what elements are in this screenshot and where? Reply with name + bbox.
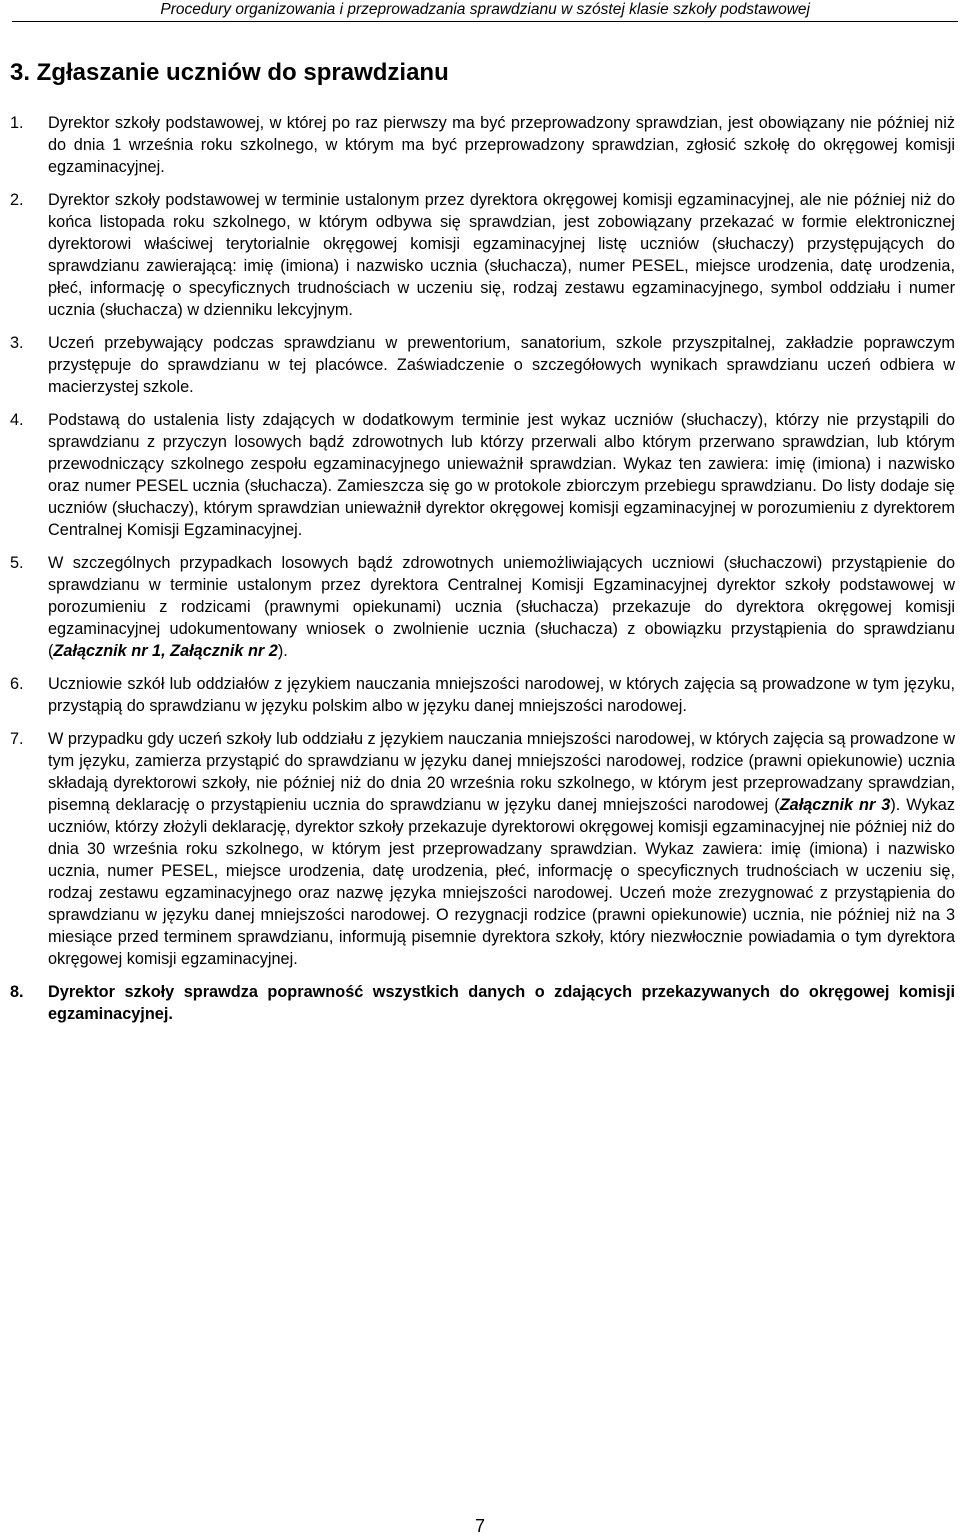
item-number: 4. (10, 411, 24, 429)
item-text: Podstawą do ustalenia listy zdających w dodatkowym terminie jest wykaz uczniów (słuchaczy), którzy nie przystąpili do sprawdzianu z przyczyn losowych bądź zdrowotnych lub którzy przerwali albo którym przerwano sprawdzian, lub którym przewodniczący szkolnego zespołu egzaminacyjnego unieważnił sprawdzian. Wykaz ten zawiera: imię (imiona) i nazwisko oraz numer PESEL ucznia (słuchacza). Zamieszcza się go w protokole zbiorczym przebiegu sprawdzianu. Do listy dodaje się uczniów (słuchaczy), którym sprawdzian unieważnił dyrektor okręgowej komisji egzaminacyjnej w porozumieniu z dyrektorem Centralnej Komisji Egzaminacyjnej. (48, 411, 955, 539)
header-rule (12, 21, 958, 22)
item-text-before: W szczególnych przypadkach losowych bądź zdrowotnych uniemożliwiających uczniowi (słuchaczowi) przystąpienie do sprawdzianu w terminie ustalonym przez dyrektora Centralnej Komisji Egzaminacyjnej dyrektor szkoły podstawowej w porozumieniu z rodzicami (prawnymi opiekunami) ucznia (słuchacza) przekazuje do dyrektora okręgowej komisji egzaminacyjnej udokumentowany wniosek o zwolnienie ucznia (słuchacza) z obowiązku przystąpienia do sprawdzianu ( (48, 554, 955, 660)
list-item-1 (10, 112, 955, 178)
item-number: 5. (10, 554, 24, 572)
numbered-list (10, 112, 955, 1036)
attachment-reference: Załącznik nr 3 (779, 796, 891, 814)
section-heading: 3. Zgłaszanie uczniów do sprawdzianu (10, 59, 449, 86)
item-text-after: ). (277, 642, 288, 660)
item-text: Uczniowie szkół lub oddziałów z językiem nauczania mniejszości narodowej, w których zajęcia są prowadzone w tym języku, przystąpią do sprawdzianu w języku polskim albo w języku danej mniejszości narodowej. (48, 675, 955, 715)
item-text: Dyrektor szkoły podstawowej, w której po raz pierwszy ma być przeprowadzony sprawdzian, jest obowiązany nie później niż do dnia 1 września roku szkolnego, w którym ma być przeprowadzony sprawdzian, zgłosić szkołę do okręgowej komisji egzaminacyjnej. (48, 114, 955, 176)
list-item-8 (10, 981, 955, 1025)
running-header: Procedury organizowania i przeprowadzania sprawdzianu w szóstej klasie szkoły podstawowej (160, 1, 810, 18)
item-number: 8. (10, 983, 24, 1001)
list-item-6 (10, 673, 955, 717)
item-text-after: ). Wykaz uczniów, którzy złożyli deklarację, dyrektor szkoły przekazuje dyrektorowi okręgowej komisji egzaminacyjnej nie później niż do dnia 30 września roku szkolnego, w którym jest przeprowadzany sprawdzian. Wykaz zawiera: imię (imiona) i nazwisko ucznia, numer PESEL, miejsce urodzenia, datę urodzenia, płeć, informację o specyficznych trudnościach w uczeniu się, rodzaj zestawu egzaminacyjnego oraz nazwę języka mniejszości narodowej. Uczeń może zrezygnować z przystąpienia do sprawdzianu w języku danej mniejszości narodowej. O rezygnacji rodzice (prawni opiekunowie) ucznia, nie później niż na 3 miesiące przed terminem sprawdzianu, informują pisemnie dyrektora szkoły, który niezwłocznie powiadamia o tym dyrektora okręgowej komisji egzaminacyjnej. (48, 796, 956, 968)
list-item-5 (10, 552, 955, 662)
item-number: 2. (10, 191, 24, 209)
list-item-2 (10, 189, 955, 321)
item-number: 1. (10, 114, 24, 132)
item-text: Uczeń przebywający podczas sprawdzianu w prewentorium, sanatorium, szkole przyszpitalnej, zakładzie poprawczym przystępuje do sprawdzianu w tej placówce. Zaświadczenie o szczegółowych wynikach sprawdzianu uczeń odbiera w macierzystej szkole. (48, 334, 955, 396)
list-item-4 (10, 409, 955, 541)
item-text: Dyrektor szkoły podstawowej w terminie ustalonym przez dyrektora okręgowej komisji egzaminacyjnej, ale nie później niż do końca listopada roku szkolnego, w którym odbywa się sprawdzian, jest zobowiązany przekazać w formie elektronicznej dyrektorowi właściwej terytorialnie okręgowej komisji egzaminacyjnej listę uczniów (słuchaczy) przystępujących do sprawdzianu zawierającą: imię (imiona) i nazwisko ucznia (słuchacza), numer PESEL, miejsce urodzenia, datę urodzenia, płeć, informację o specyficznych trudnościach w uczeniu się, rodzaj zestawu egzaminacyjnego, symbol oddziału i numer ucznia (słuchacza) w dzienniku lekcyjnym. (48, 191, 955, 319)
item-number: 7. (10, 730, 24, 748)
item-text: Dyrektor szkoły sprawdza poprawność wszystkich danych o zdających przekazywanych do okręgowej komisji egzaminacyjnej. (48, 983, 955, 1023)
list-item-7 (10, 728, 955, 970)
page-number: 7 (474, 1516, 485, 1536)
item-number: 6. (10, 675, 24, 693)
item-text-before: W przypadku gdy uczeń szkoły lub oddziału z językiem nauczania mniejszości narodowej, w których zajęcia są prowadzone w tym języku, zamierza przystąpić do sprawdzianu w języku danej mniejszości narodowej, rodzice (prawni opiekunowie) ucznia składają dyrektorowi szkoły, nie później niż do dnia 20 września roku szkolnego, w którym jest przeprowadzany sprawdzian, pisemną deklarację o przystąpieniu ucznia do sprawdzianu w języku danej mniejszości narodowej ( (48, 730, 955, 814)
list-item-3 (10, 332, 955, 398)
item-number: 3. (10, 334, 24, 352)
attachment-reference: Załącznik nr 1, Załącznik nr 2 (53, 642, 278, 660)
